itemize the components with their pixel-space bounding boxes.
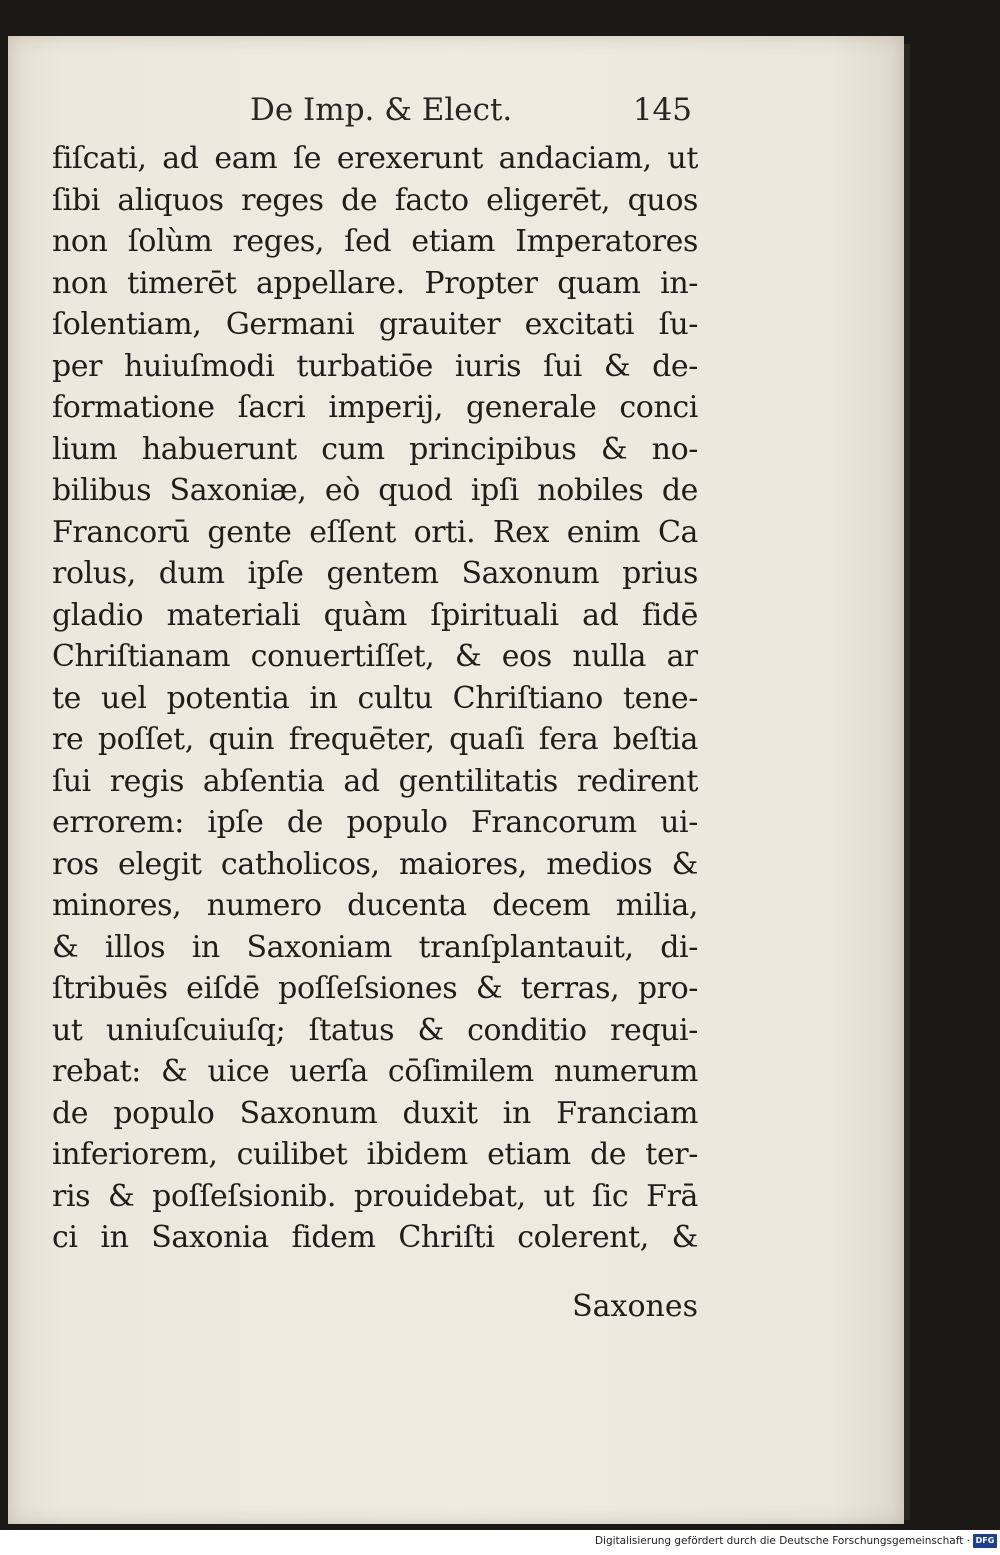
text-line: te uel potentia in cultu Chriſtiano tene- <box>52 680 698 716</box>
footer-bar <box>0 1530 1000 1555</box>
text-line: non ſolùm reges, ſed etiam Imperatores <box>52 224 698 259</box>
text-line: rebat: & uice uerſa cōſimilem numerum <box>52 1054 698 1089</box>
text-line: re poſſet, quin frequēter, quaſi fera beſtia <box>52 722 698 757</box>
text-line: ſtribuēs eiſdē poſſeſsiones & terras, pro- <box>52 971 698 1006</box>
text-line: gladio materiali quàm ſpirituali ad fidē <box>52 597 698 633</box>
text-line: inferiorem, cuilibet ibidem etiam de ter- <box>52 1137 698 1172</box>
text-line: Chriſtianam conuertiſſet, & eos nulla ar <box>52 639 698 674</box>
text-line: ut uniuſcuiuſq; ſtatus & conditio requi- <box>52 1012 698 1048</box>
text-line: ſui regis abſentia ad gentilitatis redirent <box>52 763 698 799</box>
text-line: errorem: ipſe de populo Francorum ui- <box>52 805 698 840</box>
text-line: ris & poſſeſsionib. prouidebat, ut ſic Frā <box>52 1178 698 1214</box>
text-line: fiſcati, ad eam ſe erexerunt andaciam, ut <box>52 141 698 176</box>
text-line: ſibi aliquos reges de facto eligerēt, quos <box>52 182 698 218</box>
text-line: & illos in Saxoniam tranſplantauit, di- <box>52 929 698 965</box>
text-line: ci in Saxonia fidem Chriſti colerent, & <box>52 1220 698 1255</box>
text-line: per huiuſmodi turbatiōe iuris ſui & de- <box>52 348 698 384</box>
running-head: De Imp. & Elect. <box>250 92 513 128</box>
page-number: 145 <box>632 92 692 128</box>
text-line: bilibus Saxoniæ, eò quod ipſi nobiles de <box>52 473 698 508</box>
catchword: Saxones <box>572 1289 698 1324</box>
page-header <box>250 92 700 138</box>
text-line: de populo Saxonum duxit in Franciam <box>52 1095 698 1131</box>
page-edge <box>904 44 910 1520</box>
text-line: non timerēt appellare. Propter quam in- <box>52 265 698 301</box>
funding-credit: Digitalisierung gefördert durch die Deutsche Forschungsgemeinschaft · <box>594 1535 970 1547</box>
text-line: minores, numero ducenta decem milia, <box>52 888 698 923</box>
text-line: Francorū gente eſſent orti. Rex enim Ca <box>52 514 698 550</box>
text-line: rolus, dum ipſe gentem Saxonum prius <box>52 556 698 591</box>
text-line: formatione ſacri imperij, generale conci <box>52 390 698 425</box>
body-text <box>52 138 698 1259</box>
text-line: ſolentiam, Germani grauiter excitati ſu- <box>52 307 698 342</box>
text-line: ros elegit catholicos, maiores, medios & <box>52 846 698 882</box>
text-line: lium habuerunt cum principibus & no- <box>52 431 698 467</box>
dfg-logo-icon[interactable]: DFG <box>973 1534 997 1548</box>
